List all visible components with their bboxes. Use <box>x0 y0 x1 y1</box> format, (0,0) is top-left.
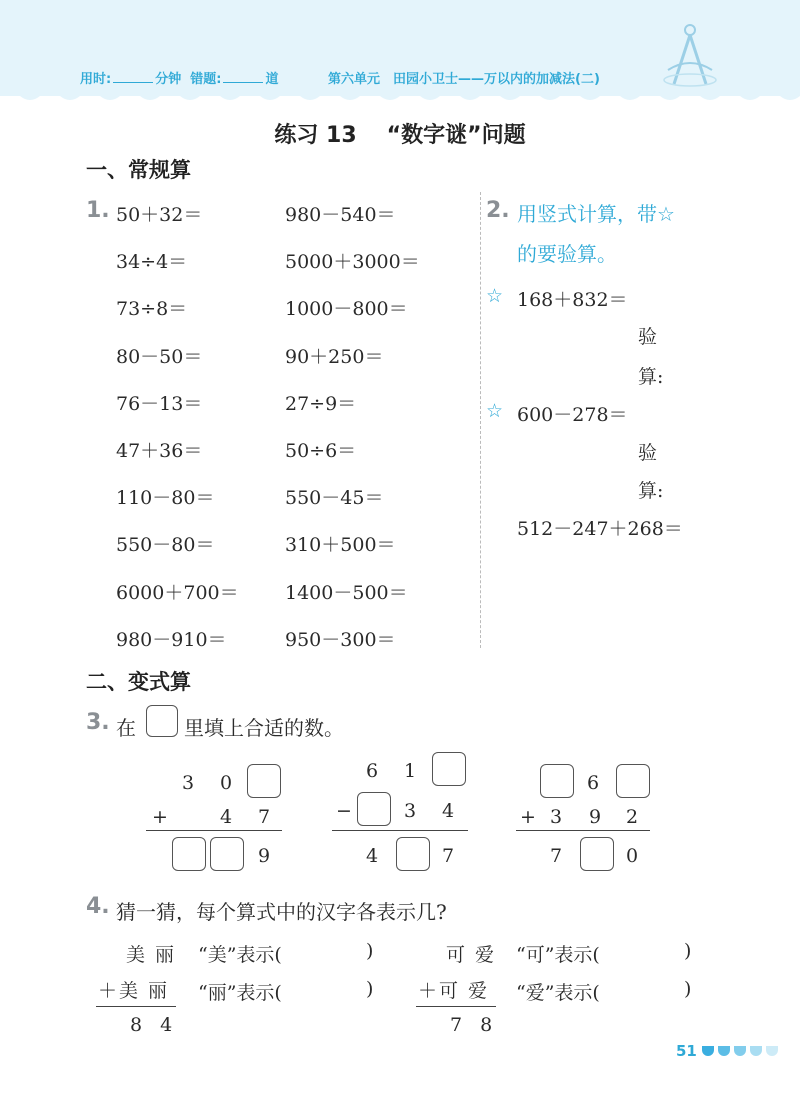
sum-line <box>146 830 282 831</box>
star-icon: ☆ <box>486 285 504 307</box>
q1-expression: 980－540＝ <box>285 204 396 226</box>
p1-digit: 9 <box>258 845 271 867</box>
q4a-result: 8 4 <box>130 1014 179 1036</box>
unit-title: 第六单元 田园小卫士——万以内的加减法(二) <box>328 72 600 87</box>
answer-box[interactable] <box>357 792 391 826</box>
q4-text: 猜一猜，每个算式中的汉字各表示几? <box>116 900 447 924</box>
title-exercise: 练习 13 <box>274 123 357 148</box>
q4b-mid: ＋可 爱 <box>418 980 490 1002</box>
q4b-result: 7 8 <box>450 1014 499 1036</box>
p3-digit: 7 <box>550 845 563 867</box>
q1-expression: 47＋36＝ <box>116 440 203 462</box>
q1-expression: 27÷9＝ <box>285 392 357 415</box>
decor-dot <box>718 1046 730 1056</box>
p1-digit: 4 <box>220 806 233 828</box>
q3-text-a: 在 <box>116 716 136 740</box>
q4b-close-2: ) <box>684 978 692 1000</box>
q1-expression: 310＋500＝ <box>285 534 396 557</box>
p2-digit: 4 <box>366 845 379 867</box>
q4a-mid: ＋美 丽 <box>98 980 170 1002</box>
q4b-close-1: ) <box>684 940 692 962</box>
answer-box[interactable] <box>432 752 466 786</box>
q1-expression: 980－910＝ <box>116 628 227 651</box>
p2-digit: 4 <box>442 800 455 822</box>
q2-instruction-line2: 的要验算。 <box>517 242 617 266</box>
q1-expression: 1400－500＝ <box>285 581 408 604</box>
check-label-2a: 验 <box>638 442 658 464</box>
sum-line <box>516 830 650 831</box>
q1-expression: 50＋32＝ <box>116 204 203 226</box>
minute-label: 分钟 <box>155 72 182 87</box>
question-3-number: 3. <box>86 710 110 735</box>
q4a-label-2: “丽”表示( <box>198 982 282 1004</box>
p1-digit: 7 <box>258 806 271 828</box>
p3-digit: 6 <box>587 772 600 794</box>
p2-digit: 6 <box>366 760 379 782</box>
section-heading-1: 一、常规算 <box>86 158 191 182</box>
p2-digit: 3 <box>404 800 417 822</box>
q2-expression-3: 512－247＋268＝ <box>517 518 683 540</box>
answer-box[interactable] <box>540 764 574 798</box>
question-2-number: 2. <box>486 198 510 223</box>
q1-expression: 76－13＝ <box>116 392 203 415</box>
p1-digit: 0 <box>220 772 233 794</box>
q2-expression-1: 168＋832＝ <box>517 289 628 311</box>
q1-expression: 34÷4＝ <box>116 251 188 274</box>
time-error-record <box>80 68 279 87</box>
q2-instruction-line1: 用竖式计算，带☆ <box>517 202 675 226</box>
difference-line <box>332 830 468 831</box>
q4a-close-2: ) <box>366 978 374 1000</box>
check-label-1a: 验 <box>638 326 658 348</box>
page-number: 51 <box>676 1042 697 1060</box>
q1-expression: 80－50＝ <box>116 345 203 368</box>
p3-digit: 2 <box>626 806 639 828</box>
answer-box[interactable] <box>616 764 650 798</box>
q1-expression: 1000－800＝ <box>285 298 408 321</box>
q1-expression: 950－300＝ <box>285 628 396 651</box>
q4a-top: 美 丽 <box>126 944 177 966</box>
time-blank[interactable] <box>113 70 153 83</box>
p3-digit: 0 <box>626 845 639 867</box>
decor-dot <box>750 1046 762 1056</box>
star-icon: ☆ <box>486 400 504 422</box>
q1-expression: 550－45＝ <box>285 487 384 510</box>
title-topic: “数字谜”问题 <box>386 123 526 148</box>
p1-digit: 3 <box>182 772 195 794</box>
q1-expression: 110－80＝ <box>116 487 215 510</box>
q4b-label-1: “可”表示( <box>516 944 600 966</box>
decor-dot <box>702 1046 714 1056</box>
page-title <box>0 118 800 149</box>
p2-digit: 7 <box>442 845 455 867</box>
decor-dot <box>766 1046 778 1056</box>
p3-digit: 3 <box>550 806 563 828</box>
q3-text-b: 里填上合适的数。 <box>184 716 344 740</box>
plus-sign: + <box>152 806 168 828</box>
sum-line <box>96 1006 176 1007</box>
q2-expression-2: 600－278＝ <box>517 404 628 426</box>
question-4-number: 4. <box>86 894 110 919</box>
question-1-number: 1. <box>86 198 110 223</box>
section-heading-2: 二、变式算 <box>86 670 191 694</box>
check-label-1b: 算: <box>638 366 664 388</box>
answer-box[interactable] <box>580 837 614 871</box>
q1-expression: 90＋250＝ <box>285 345 384 368</box>
time-label: 用时: <box>80 72 112 87</box>
count-label: 道 <box>265 72 279 87</box>
check-label-2b: 算: <box>638 480 664 502</box>
compass-icon <box>660 20 720 90</box>
answer-box[interactable] <box>172 837 206 871</box>
answer-box[interactable] <box>396 837 430 871</box>
q4a-label-1: “美”表示( <box>198 944 282 966</box>
answer-box[interactable] <box>247 764 281 798</box>
error-label: 错题: <box>190 72 222 87</box>
q1-expression: 5000＋3000＝ <box>285 251 420 274</box>
sample-box <box>146 705 178 737</box>
p2-digit: 1 <box>404 760 417 782</box>
q1-expression: 6000＋700＝ <box>116 581 239 604</box>
q1-expression: 73÷8＝ <box>116 298 188 321</box>
p3-digit: 9 <box>589 806 602 828</box>
plus-sign: + <box>520 806 536 828</box>
answer-box[interactable] <box>210 837 244 871</box>
q1-expression: 550－80＝ <box>116 534 215 557</box>
error-blank[interactable] <box>223 70 263 83</box>
divider-line <box>480 192 481 648</box>
sum-line <box>416 1006 496 1007</box>
q4a-close-1: ) <box>366 940 374 962</box>
minus-sign: − <box>336 800 352 822</box>
q1-expression: 50÷6＝ <box>285 440 357 462</box>
q4b-label-2: “爱”表示( <box>516 982 600 1004</box>
decor-dot <box>734 1046 746 1056</box>
q4b-top: 可 爱 <box>446 944 497 966</box>
